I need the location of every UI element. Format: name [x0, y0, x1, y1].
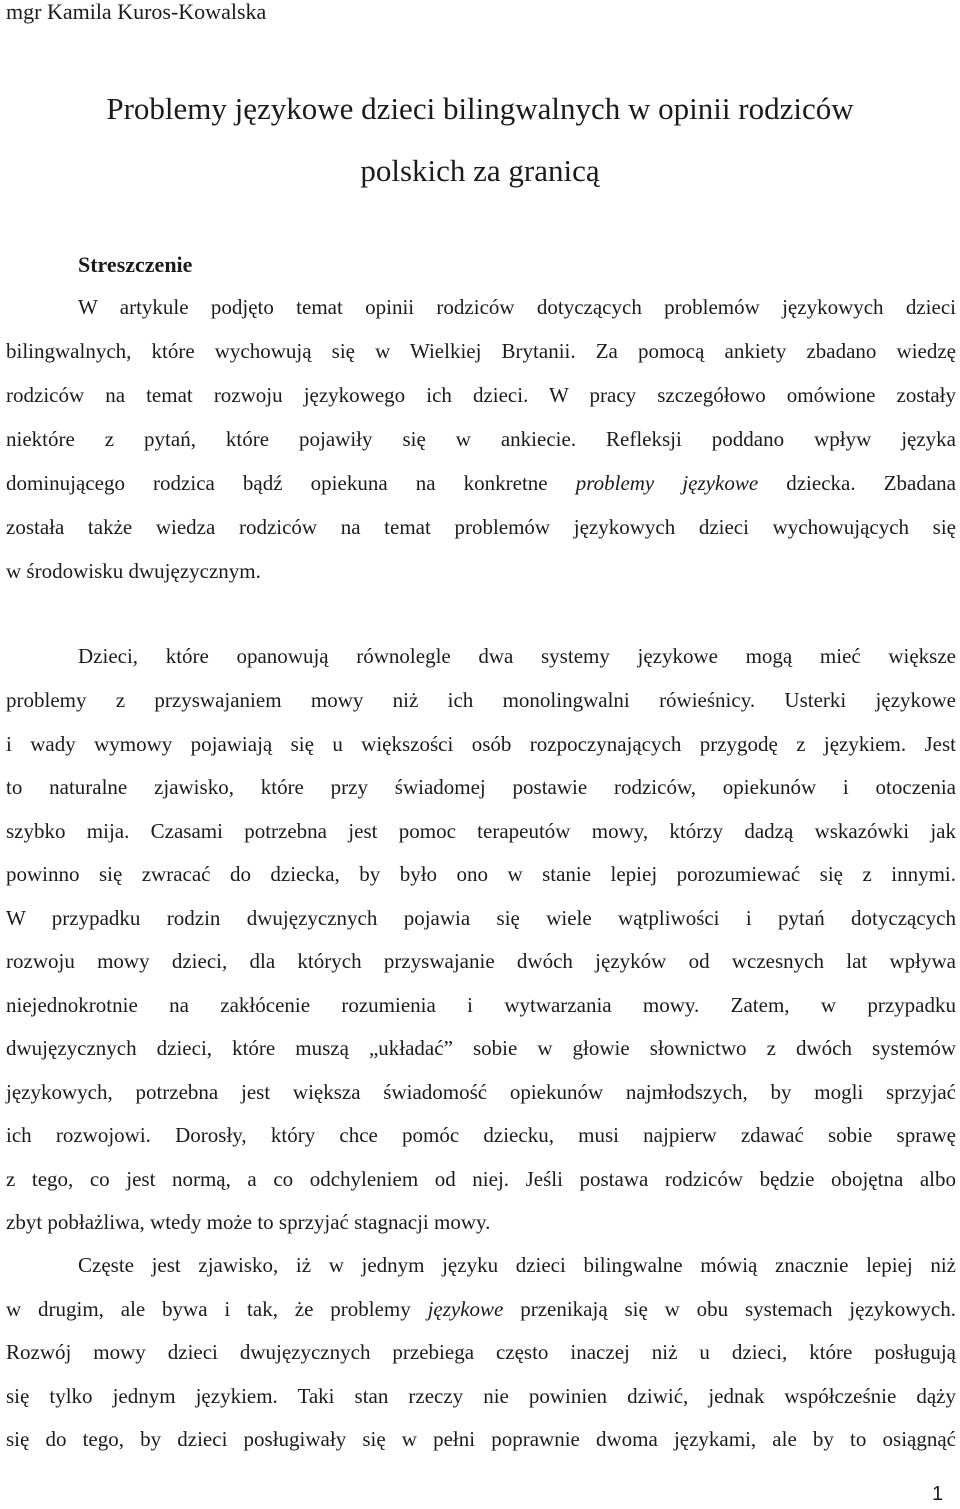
text-line: została także wiedza rodziców na temat problemów językowych dzieci wychowujących się [6, 515, 956, 539]
text-segment: w drugim, ale bywa i tak, że problemy [6, 1297, 428, 1321]
text-line: dwujęzycznych dzieci, które muszą „układać” sobie w głowie słownictwo z dwóch systemów [6, 1036, 956, 1060]
text-segment: dziecka. Zbadana [758, 471, 956, 495]
text-line: niektóre z pytań, które pojawiły się w ankiecie. Refleksji poddano wpływ języka [6, 427, 956, 451]
text-line: zbyt pobłażliwa, wtedy może to sprzyjać stagnacji mowy. [6, 1210, 491, 1234]
text-line: się tylko jednym językiem. Taki stan rzeczy nie powinien dziwić, jednak współcześnie dąży [6, 1384, 956, 1408]
text-line: to naturalne zjawisko, które przy świadomej postawie rodziców, opiekunów i otoczenia [6, 775, 956, 799]
text-line: szybko mija. Czasami potrzebna jest pomoc terapeutów mowy, którzy dadzą wskazówki jak [6, 819, 956, 843]
text-line: w środowisku dwujęzycznym. [6, 559, 261, 583]
text-line: z tego, co jest normą, a co odchyleniem od niej. Jeśli postawa rodziców będzie obojętna albo [6, 1167, 956, 1191]
text-line: problemy z przyswajaniem mowy niż ich monolingwalni rówieśnicy. Usterki językowe [6, 688, 956, 712]
text-line: językowych, potrzebna jest większa świadomość opiekunów najmłodszych, by mogli sprzyjać [6, 1080, 956, 1104]
text-line: rozwoju mowy dzieci, dla których przyswajanie dwóch języków od wczesnych lat wpływa [6, 949, 956, 973]
text-line: powinno się zwracać do dziecka, by było ono w stanie lepiej porozumiewać się z innymi. [6, 862, 956, 886]
title-line-1: Problemy językowe dzieci bilingwalnych w opinii rodziców [106, 91, 854, 126]
text-line: bilingwalnych, które wychowują się w Wielkiej Brytanii. Za pomocą ankiety zbadano wiedzę [6, 339, 956, 363]
text-segment: dominującego rodzica bądź opiekuna na konkretne [6, 471, 576, 495]
page-number: 1 [932, 1483, 944, 1505]
text-line: W przypadku rodzin dwujęzycznych pojawia się wiele wątpliwości i pytań dotyczących [6, 906, 956, 930]
text-line: Częste jest zjawisko, iż w jednym języku dzieci bilingwalne mówią znacznie lepiej niż [78, 1253, 956, 1277]
text-line: niejednokrotnie na zakłócenie rozumienia i wytwarzania mowy. Zatem, w przypadku [6, 993, 956, 1017]
italic-term: problemy językowe [575, 471, 759, 495]
text-line: Dzieci, które opanowują równolegle dwa systemy językowe mogą mieć większe [78, 644, 956, 668]
text-line: ich rozwojowi. Dorosły, który chce pomóc dziecku, musi najpierw zdawać sobie sprawę [6, 1123, 956, 1147]
text-line: i wady wymowy pojawiają się u większości osób rozpoczynających przygodę z językiem. Jest [6, 732, 956, 756]
abstract-heading: Streszczenie [78, 252, 193, 277]
author-line: mgr Kamila Kuros-Kowalska [6, 0, 267, 24]
text-line: W artykule podjęto temat opinii rodziców dotyczących problemów językowych dzieci [78, 295, 956, 319]
italic-term: językowe [427, 1297, 504, 1321]
text-line: Rozwój mowy dzieci dwujęzycznych przebiega często inaczej niż u dzieci, które posługują [6, 1340, 956, 1364]
text-line [6, 1297, 956, 1321]
text-line [6, 471, 956, 495]
text-segment: przenikają się w obu systemach językowych. [503, 1297, 956, 1321]
text-line: rodziców na temat rozwoju językowego ich dzieci. W pracy szczegółowo omówione zostały [6, 383, 956, 407]
text-line: się do tego, by dzieci posługiwały się w pełni poprawnie dwoma językami, ale by to osiągnąć [6, 1427, 956, 1451]
title-line-2: polskich za granicą [360, 153, 600, 188]
